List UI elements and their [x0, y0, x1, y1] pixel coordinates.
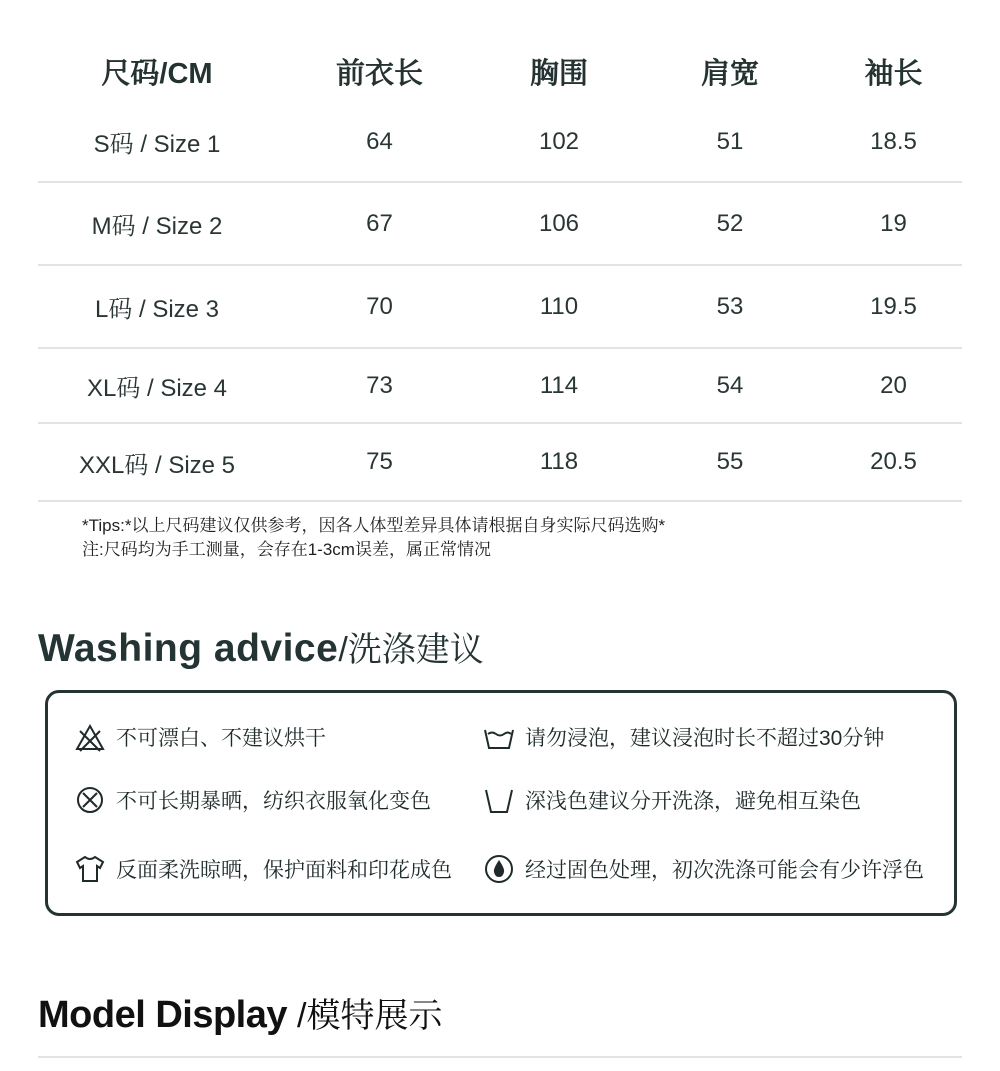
table-cell: 75: [366, 448, 393, 475]
table-cell: 106: [538, 209, 580, 237]
separate-wash-icon: [483, 784, 515, 816]
inside-out-shirt-icon: [74, 853, 106, 885]
table-cell: L码 / Size 3: [94, 296, 220, 323]
size-tips: [82, 514, 665, 562]
table-row: [38, 266, 962, 349]
wash-item: [74, 853, 452, 885]
washing-advice-box: [45, 690, 957, 916]
size-table: [38, 40, 962, 502]
header-cell: 袖长: [864, 57, 923, 90]
wash-item-text: 不可长期暴晒，纺织衣服氧化变色: [116, 790, 431, 813]
tips-line: 注:尺码均为手工测量，会存在1-3cm误差，属正常情况: [82, 540, 491, 559]
wash-item: [74, 784, 431, 816]
wash-item-text: 反面柔洗晾晒，保护面料和印花成色: [116, 859, 452, 882]
table-cell: 53: [716, 292, 744, 320]
table-cell: 20.5: [870, 448, 917, 475]
tips-line: *Tips:*以上尺码建议仅供参考，因各人体型差异具体请根据自身实际尺码选购*: [82, 516, 666, 535]
no-sun-icon: [74, 784, 106, 816]
wash-item-text: 深浅色建议分开洗涤，避免相互染色: [525, 790, 861, 813]
table-cell: 51: [716, 127, 744, 155]
table-cell: M码 / Size 2: [91, 213, 223, 240]
table-cell: 20: [880, 371, 907, 399]
table-cell: 55: [716, 448, 744, 475]
wash-item: [483, 784, 861, 816]
table-cell: 19: [880, 209, 907, 237]
table-row: [38, 102, 962, 183]
table-row: [38, 424, 962, 502]
table-row: [38, 183, 962, 266]
wash-item-text: 不可漂白、不建议烘干: [116, 727, 326, 750]
table-cell: 18.5: [870, 127, 917, 155]
header-cell: 肩宽: [700, 57, 759, 90]
table-cell: 67: [366, 209, 393, 237]
model-display-title: [38, 988, 442, 1037]
table-cell: S码 / Size 1: [93, 131, 221, 158]
wash-item: [483, 853, 924, 885]
table-cell: 102: [538, 127, 580, 155]
table-cell: 64: [366, 127, 393, 155]
table-row: [38, 349, 962, 424]
header-cell: 尺码/CM: [101, 57, 213, 90]
model-title-en: Model Display: [38, 994, 287, 1036]
header-cell: 胸围: [529, 57, 588, 90]
table-cell: 110: [539, 292, 579, 320]
no-bleach-icon: [74, 721, 106, 753]
table-cell: 19.5: [870, 292, 917, 320]
wash-basin-icon: [483, 721, 515, 753]
table-cell: 73: [366, 371, 393, 399]
table-cell: XL码 / Size 4: [86, 375, 228, 402]
table-cell: 118: [539, 448, 579, 475]
header-cell: 前衣长: [335, 57, 423, 90]
wash-item: [74, 721, 326, 753]
size-table-header: [38, 40, 962, 102]
washing-title-en: Washing advice: [38, 627, 339, 670]
table-cell: 70: [366, 292, 393, 320]
washing-title-zh: /洗涤建议: [338, 631, 484, 669]
table-cell: 114: [539, 371, 579, 399]
table-cell: 52: [716, 209, 744, 237]
washing-advice-title: [38, 622, 484, 671]
model-title-zh: /模特展示: [297, 997, 443, 1035]
wash-item-text: 经过固色处理，初次洗涤可能会有少许浮色: [525, 859, 924, 882]
table-cell: XXL码 / Size 5: [78, 451, 236, 479]
wash-item-text: 请勿浸泡，建议浸泡时长不超过30分钟: [525, 727, 885, 750]
wash-item: [483, 721, 884, 753]
divider: [38, 1056, 962, 1058]
table-cell: 54: [716, 371, 744, 399]
color-drop-icon: [483, 853, 515, 885]
